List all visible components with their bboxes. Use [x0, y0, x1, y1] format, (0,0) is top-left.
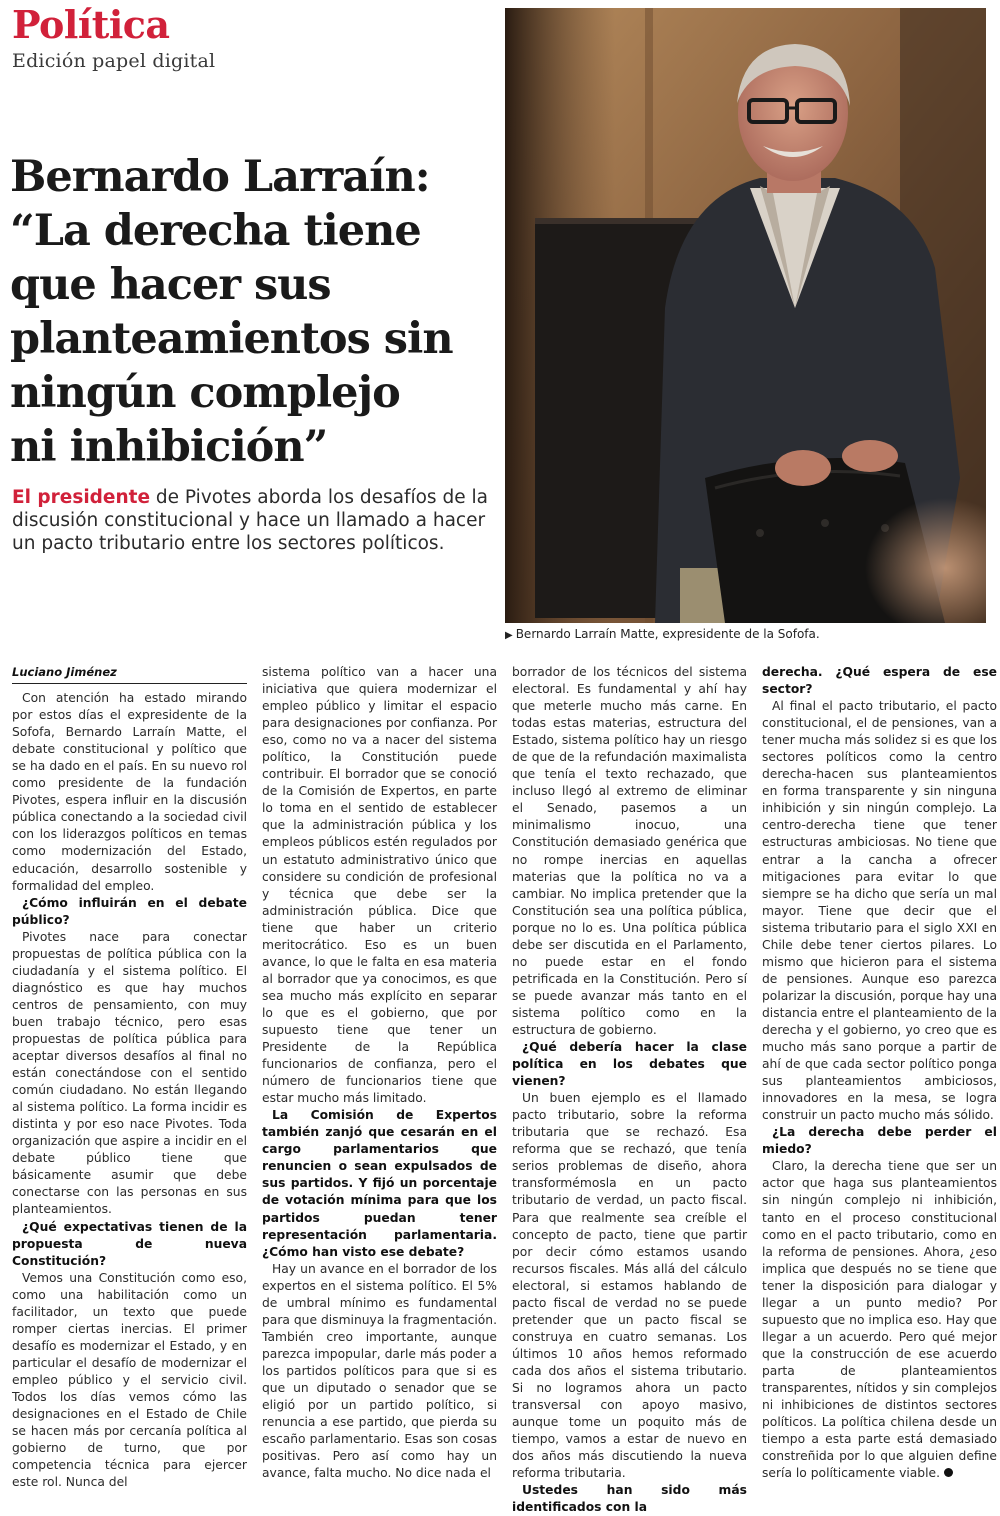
end-of-article-icon: [944, 1468, 953, 1477]
body-paragraph: Al final el pacto tributario, el pacto constitucional, el de pensiones, van a tener mucha más solidez si es que los sectores políticos como la centro derecha-hacen sus planteamientos en forma transparente y sin ninguna inhibición y sin ningún complejo. La centro-derecha tiene que tener estructuras ambiciosas. No tiene que entrar a la cancha a ofrecer mitigaciones para evitar lo que siempre se ha dicho que sería un mal mayor. Tiene que decir que el sistema tributario para el siglo XXI en Chile debe tener ciertos pilares. Lo mismo que hicieron para el sistema de pensiones. Aunque eso parezca polarizar la discusión, porque hay una distancia entre el planteamiento de la derecha y el gobierno, yo creo que es mucho más sano porque a partir de ahí de que cada sector político ponga sus planteamientos ambiciosos, innovadores en la mesa, se logra construir un pacto mucho más sólido.: [762, 699, 997, 1123]
interview-question: ¿Qué debería hacer la clase política en los debates que vienen?: [512, 1040, 747, 1089]
standfirst-lead: El presidente: [12, 487, 151, 508]
article-column-2: [262, 664, 497, 1482]
standfirst-text: de Pivotes aborda los desafíos de la discusión constitucional y hace un llamado a hacer un pacto tributario entre los sectores políticos.: [12, 487, 488, 554]
standfirst: [12, 486, 492, 555]
interview-question: ¿Cómo influirán en el debate público?: [12, 895, 247, 927]
edition-label: Edición papel digital: [12, 50, 216, 72]
interview-question: derecha. ¿Qué espera de ese sector?: [762, 665, 997, 697]
body-paragraph: Pivotes nace para conectar propuestas de política pública con la ciudadanía y el sistema político. El diagnóstico es que hay muchos centros de pensamiento, con muy buen trabajo técnico, pero esas propuestas de política pública para aceptar diversos desafíos al final no están conectándose con el sentido común ciudadano. No están llegando al sistema político. La forma incidir es distinta y por eso nace Pivotes. Toda organización que aspire a incidir en el debate público tiene que básicamente asumir que debe conectarse con las personas en sus planteamientos.: [12, 929, 247, 1217]
byline: Luciano Jiménez: [12, 664, 247, 684]
body-paragraph: borrador de los técnicos del sistema electoral. Es fundamental y ahí hay que meterle mucho más carne. En todas estas materias, estructura del Estado, sistema político hay un riesgo de que de la refundación maximalista que tenía el texto rechazado, que incluso llegó al extremo de eliminar el Senado, pasemos a un minimalismo inocuo, una Constitución demasiado genérica que no rompe inercias en aquellas materias que la política no va a cambiar. No implica pretender que la Constitución sea una política pública, porque no lo es. Una política pública debe ser discutida en el Parlamento, no puede estar en el fondo petrificada en la Constitución. Pero sí se puede avanzar más tanto en el sistema político como en la estructura de gobierno.: [512, 665, 747, 1037]
headline-line: “La derecha tiene: [10, 206, 421, 256]
body-paragraph: Hay un avance en el borrador de los expertos en el sistema político. El 5% de umbral mínimo es fundamental para que disminuya la fragmentación. También creo importante, aunque parezca impopular, darle más poder a los partidos políticos para que si es que un diputado o senador que se eligió por un partido político, si renuncia a ese partido, que pierda su escaño parlamentario. Esas son cosas positivas. Pero así como hay un avance, falta mucho. No dice nada el: [262, 1261, 497, 1481]
headline-line: que hacer sus: [10, 260, 331, 310]
interview-question: ¿Qué expectativas tienen de la propuesta de nueva Constitución?: [12, 1219, 247, 1268]
headline: [10, 150, 490, 474]
body-paragraph: Un buen ejemplo es el llamado pacto tributario, sobre la reforma tributaria que se rechazó. Esa reforma que se rechazó, que tenía serios problemas de diseño, ahora transformémosla en un pacto tributario de verdad, un pacto fiscal. Para que realmente sea creíble el concepto de pacto, tiene que partir por decir cómo estamos usando recursos fiscales. Más allá del cálculo electoral, si estamos hablando de pacto fiscal de verdad no se puede pretender que un pacto fiscal se construya en cuatro semanas. Los últimos 10 años hemos reformado cada dos años el sistema tributario. Si no logramos ahora un pacto transversal con apoyo masivo, aunque tome un poquito más de tiempo, vamos a estar de nuevo en dos años más discutiendo la nueva reforma tributaria.: [512, 1091, 747, 1481]
interview-question: Ustedes han sido más identificados con la: [512, 1483, 747, 1515]
interview-question: ¿La derecha debe perder el miedo?: [762, 1125, 997, 1157]
headline-line: planteamientos sin: [10, 314, 453, 364]
caption-text: Bernardo Larraín Matte, expresidente de la Sofofa.: [515, 627, 820, 641]
section-title: Política: [12, 2, 170, 47]
headline-line: Bernardo Larraín:: [10, 152, 430, 202]
headline-line: ni inhibición”: [10, 422, 328, 472]
portrait-photo: [505, 8, 986, 623]
article-column-4: [762, 664, 997, 1482]
body-paragraph: Claro, la derecha tiene que ser un actor que haga sus planteamientos sin ningún complejo ni inhibición, tanto en el proceso constitucional como en el pacto tributario, como en la reforma de pensiones. Ahora, ¿eso implica que después no se tiene que tener la disposición para dialogar y llegar a un punto medio? Por supuesto que no implica eso. Hay que llegar a un acuerdo. Pero qué mejor que la construcción de ese acuerdo parta de planteamientos transparentes, nítidos y sin complejos ni inhibiciones de distintos sectores políticos. La política chilena desde un tiempo a esta parte está demasiado constreñida por lo que alguien define sería lo políticamente viable.: [762, 1159, 997, 1481]
body-paragraph: sistema político van a hacer una iniciativa que quiera modernizar el empleo público y limitar el espacio para designaciones por confianza. Por eso, como no va a nacer del sistema político, la Constitución puede contribuir. El borrador que se conoció de la Comisión de Expertos, en parte lo toma en el sentido de establecer que la administración pública y los empleos públicos estén regulados por un estatuto administrativo único que considere su condición de profesional y técnica que debe ser la administración pública. Dice que tiene que haber un criterio meritocrático. Eso es un buen avance, lo que le falta en esa materia al borrador que ya conocimos, es que sea mucho más explícito en separar lo que es el gobierno, que por supuesto tiene que tener un Presidente de la República funcionarios de confianza, pero el número de funcionarios tiene que estar mucho más limitado.: [262, 665, 497, 1106]
caption-arrow-icon: ▶: [505, 630, 513, 641]
body-paragraph: Con atención ha estado mirando por estos días el expresidente de la Sofofa, Bernardo Larraín Matte, el debate constitucional y político que se ha dado en el país. En su nuevo rol como presidente de la fundación Pivotes, espera influir en la discusión pública conectando a la sociedad civil con los liderazgos políticos en temas como modernización del Estado, educación, desarrollo sostenible y formalidad del empleo.: [12, 691, 247, 893]
article-column-1: [12, 664, 247, 1491]
photo-caption: [505, 627, 986, 641]
body-paragraph: Vemos una Constitución como eso, como una habilitación como un facilitador, un texto que puede romper ciertas inercias. El primer desafío es modernizar el Estado, y en particular el desafío de modernizar el empleo público y el servicio civil. Todos los días vemos cómo las designaciones en el Estado de Chile se hacen más por cercanía política al gobierno de turno, que por competencia técnica para ejercer este rol. Nunca del: [12, 1270, 247, 1490]
headline-line: ningún complejo: [10, 368, 400, 418]
interview-question: La Comisión de Expertos también zanjó que cesarán en el cargo parlamentarios que renuncien o sean expulsados de sus partidos. Y fijó un porcentaje de votación mínima para que los partidos puedan tener representación parlamentaria. ¿Cómo han visto ese debate?: [262, 1108, 497, 1259]
article-column-3: [512, 664, 747, 1516]
